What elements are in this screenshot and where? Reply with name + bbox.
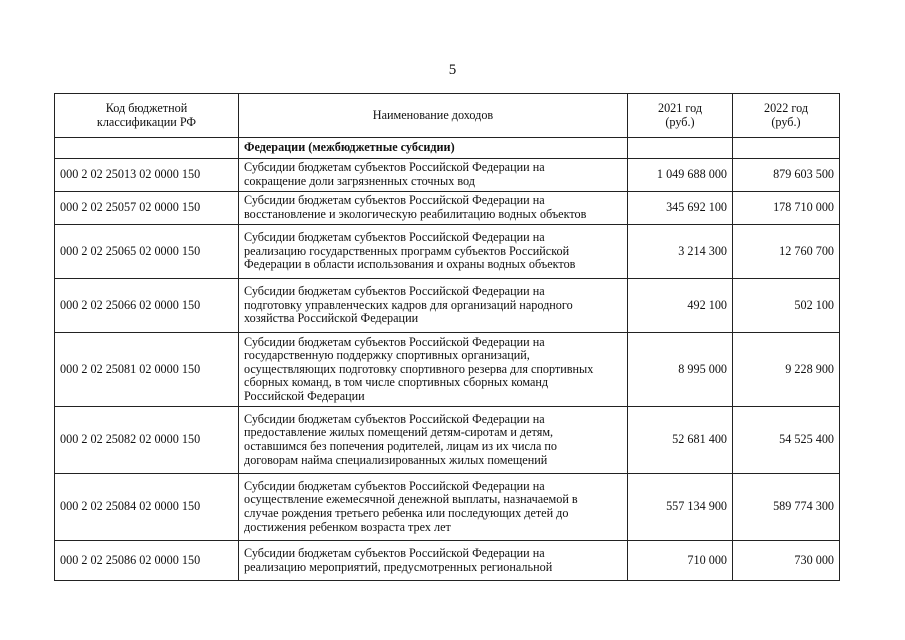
revenue-name-line: Субсидии бюджетам субъектов Российской Федерации на (244, 334, 545, 349)
amount-2022-cell: 9 228 900 (733, 333, 840, 407)
header-year-2022 (733, 94, 840, 138)
amount-2022-cell: 54 525 400 (733, 407, 840, 474)
revenue-name-cell (239, 474, 628, 541)
budget-code-cell: 000 2 02 25081 02 0000 150 (55, 333, 239, 407)
revenue-name-line: сокращение доли загрязненных сточных вод (244, 174, 475, 188)
continuation-row (55, 138, 840, 159)
table-row (55, 474, 840, 541)
header-code-line: классификации РФ (96, 114, 197, 129)
revenue-name-cell (239, 407, 628, 474)
amount-2021-cell: 492 100 (628, 279, 733, 333)
table-row (55, 159, 840, 192)
revenue-name-cell (239, 541, 628, 581)
amount-2022-cell: 178 710 000 (733, 192, 840, 225)
revenue-name-cell (239, 192, 628, 225)
budget-code-cell: 000 2 02 25057 02 0000 150 (55, 192, 239, 225)
continuation-text: Федерации (межбюджетные субсидии) (239, 138, 628, 159)
revenue-name-line: Субсидии бюджетам субъектов Российской Федерации на (244, 411, 545, 426)
revenue-name-line: государственную поддержку спортивных организаций, (244, 348, 530, 363)
revenue-name-line: реализацию государственных программ субъектов Российской (244, 243, 570, 258)
budget-code-cell: 000 2 02 25065 02 0000 150 (55, 225, 239, 279)
revenue-name-line: реализацию мероприятий, предусмотренных региональной (244, 559, 553, 574)
table-row (55, 407, 840, 474)
header-code-line: Код бюджетной (105, 100, 188, 115)
header-year-line: 2022 год (763, 100, 809, 115)
budget-code-cell: 000 2 02 25086 02 0000 150 (55, 541, 239, 581)
revenue-name-line: Субсидии бюджетам субъектов Российской Федерации на (244, 545, 545, 560)
revenue-name-line: Российской Федерации (244, 388, 365, 403)
header-year-line: 2021 год (657, 100, 703, 115)
continuation-2021-cell (628, 138, 733, 159)
continuation-code-cell (55, 138, 239, 159)
amount-2021-cell: 3 214 300 (628, 225, 733, 279)
amount-2021-cell: 8 995 000 (628, 333, 733, 407)
revenue-name-line: сборных команд, в том числе спортивных сборных команд (244, 375, 549, 390)
revenue-name-line: осуществляющих подготовку спортивного резерва для спортивных (244, 361, 594, 376)
table-header-row (55, 94, 840, 138)
amount-2022-cell: 502 100 (733, 279, 840, 333)
header-year-unit: (руб.) (771, 114, 801, 129)
table-row (55, 225, 840, 279)
header-year-2021 (628, 94, 733, 138)
revenue-table (54, 93, 840, 581)
amount-2021-cell: 52 681 400 (628, 407, 733, 474)
revenue-name-cell (239, 279, 628, 333)
continuation-2022-cell (733, 138, 840, 159)
revenue-name-line: предоставление жилых помещений детям-сиротам и детям, (244, 425, 554, 440)
budget-code-cell: 000 2 02 25082 02 0000 150 (55, 407, 239, 474)
amount-2021-cell: 345 692 100 (628, 192, 733, 225)
revenue-name-line: Субсидии бюджетам субъектов Российской Федерации на (244, 478, 545, 493)
revenue-name-line: оставшимся без попечения родителей, лицам из их числа по (244, 439, 558, 453)
revenue-name-line: Субсидии бюджетам субъектов Российской Федерации на (244, 284, 545, 299)
amount-2022-cell: 879 603 500 (733, 159, 840, 192)
amount-2021-cell: 710 000 (628, 541, 733, 581)
revenue-name-line: случае рождения третьего ребенка или последующих детей до (244, 506, 569, 520)
amount-2022-cell: 730 000 (733, 541, 840, 581)
header-name: Наименование доходов (239, 94, 628, 138)
budget-code-cell: 000 2 02 25066 02 0000 150 (55, 279, 239, 333)
amount-2022-cell: 589 774 300 (733, 474, 840, 541)
budget-code-cell: 000 2 02 25013 02 0000 150 (55, 159, 239, 192)
revenue-name-line: Субсидии бюджетам субъектов Российской Федерации на (244, 193, 545, 208)
budget-code-cell: 000 2 02 25084 02 0000 150 (55, 474, 239, 541)
amount-2021-cell: 1 049 688 000 (628, 159, 733, 192)
revenue-name-cell (239, 159, 628, 192)
revenue-name-cell (239, 225, 628, 279)
revenue-name-line: Федерации в области использования и охраны водных объектов (244, 257, 576, 272)
table-row (55, 541, 840, 581)
revenue-name-line: договорам найма специализированных жилых помещений (244, 452, 548, 467)
revenue-name-line: Субсидии бюджетам субъектов Российской Федерации на (244, 230, 545, 245)
revenue-name-line: Субсидии бюджетам субъектов Российской Федерации на (244, 160, 545, 175)
revenue-name-line: восстановление и экологическую реабилитацию водных объектов (244, 207, 587, 221)
header-year-unit: (руб.) (665, 114, 695, 129)
table-row (55, 192, 840, 225)
revenue-name-line: подготовку управленческих кадров для организаций народного (244, 297, 573, 312)
revenue-name-line: хозяйства Российской Федерации (244, 311, 419, 326)
table-body (55, 159, 840, 581)
table-row (55, 279, 840, 333)
header-code (55, 94, 239, 138)
page-number: 5 (448, 62, 457, 78)
revenue-name-line: достижения ребенком возраста трех лет (244, 519, 451, 534)
amount-2021-cell: 557 134 900 (628, 474, 733, 541)
revenue-name-line: осуществление ежемесячной денежной выплаты, назначаемой в (244, 492, 578, 507)
table-row (55, 333, 840, 407)
amount-2022-cell: 12 760 700 (733, 225, 840, 279)
revenue-name-cell (239, 333, 628, 407)
